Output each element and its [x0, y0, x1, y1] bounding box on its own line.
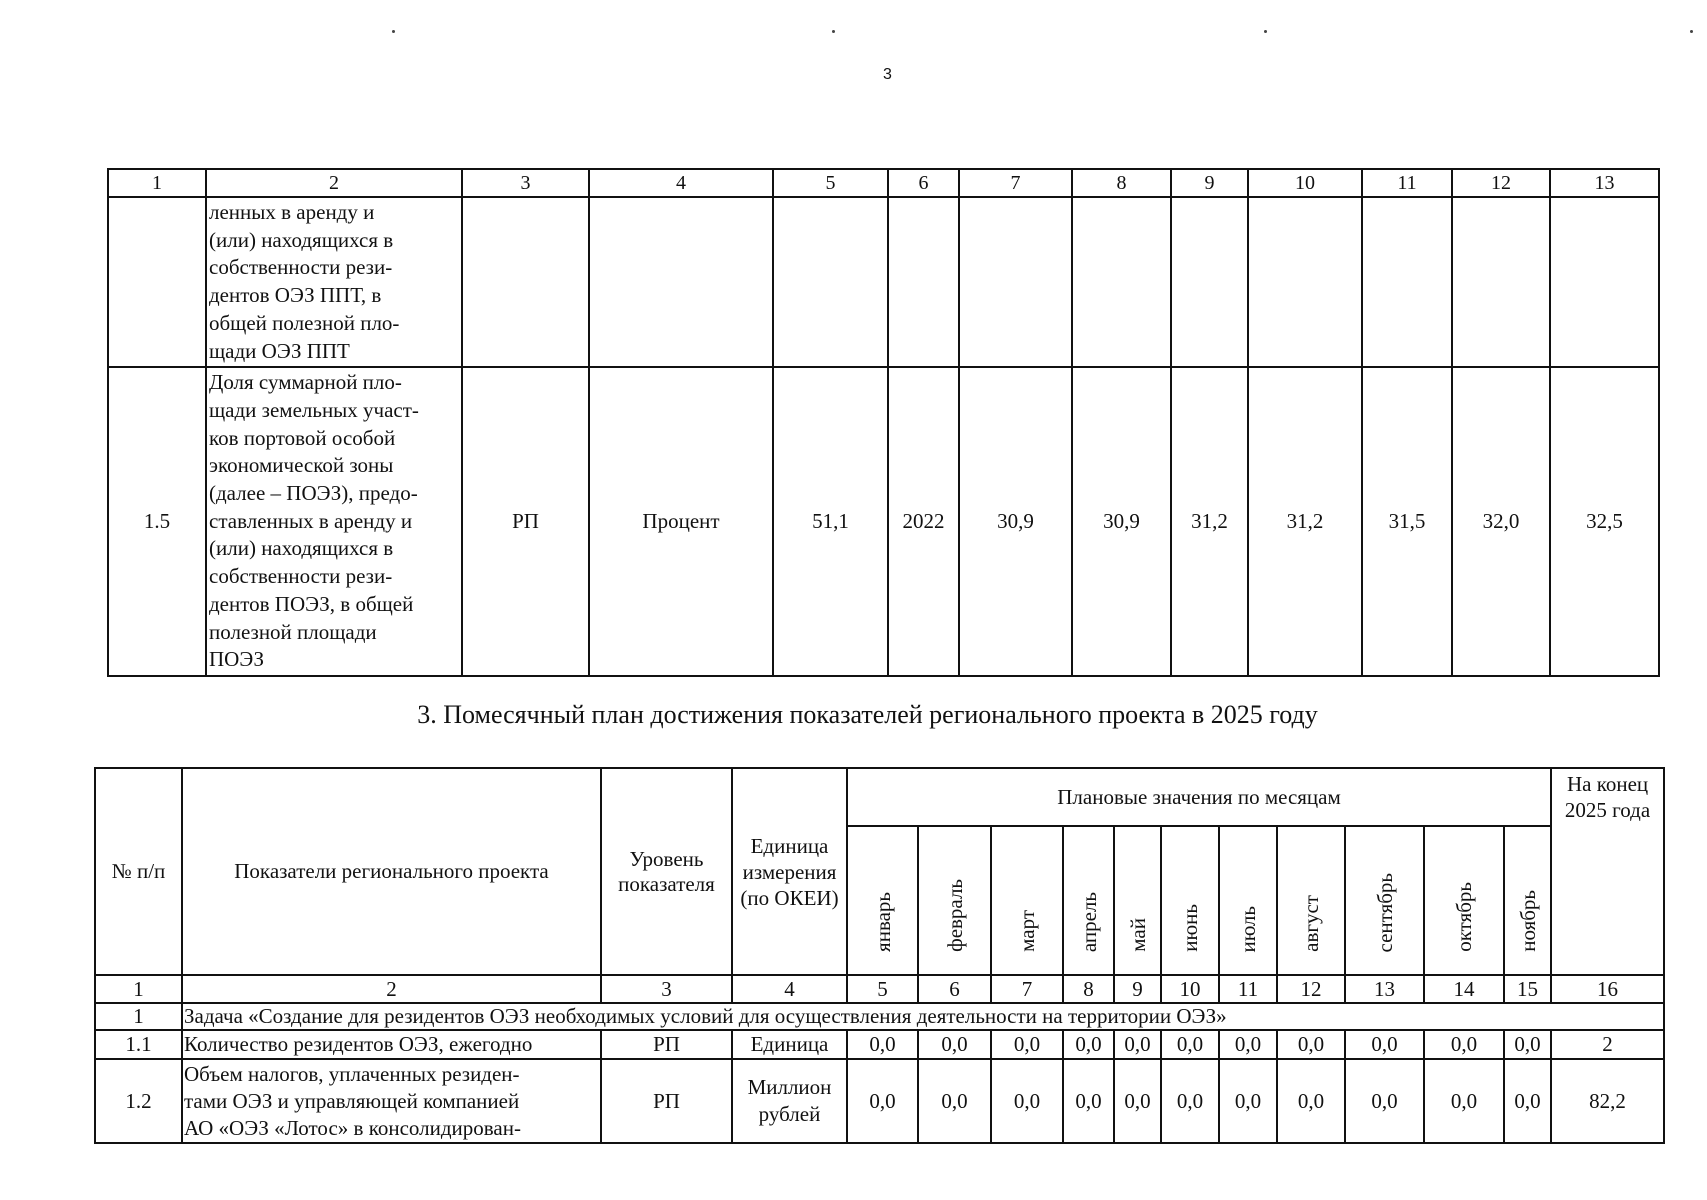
text-line: щади ОЭЗ ППТ [209, 338, 350, 363]
task-text: Задача «Создание для резидентов ОЭЗ необходимых условий для осуществления деятельности на территории ОЭЗ» [182, 1003, 1664, 1030]
indicator-name [182, 1030, 601, 1059]
month-header-may [1114, 826, 1161, 975]
column-number: 10 [1161, 975, 1219, 1003]
text-line: (далее – ПОЭЗ), предо- [209, 481, 418, 506]
column-number: 1 [108, 169, 206, 197]
month-label: апрель [1076, 891, 1101, 952]
table-row [108, 197, 1659, 367]
text-line: Единица [750, 1032, 829, 1056]
column-number: 13 [1550, 169, 1659, 197]
text-line: собственности рези- [209, 255, 393, 280]
section-title: 3. Помесячный план достижения показателей регионального проекта в 2025 году [417, 700, 1318, 729]
header-unit [732, 768, 847, 975]
base-year: 2022 [888, 367, 959, 676]
text-line: Объем налогов, уплаченных резиден- [184, 1061, 520, 1086]
text-line: (или) находящихся в [209, 536, 394, 561]
row-number [108, 197, 206, 367]
month-label: сентябрь [1372, 872, 1397, 952]
table-row [95, 1059, 1664, 1143]
monthly-plan-table [94, 767, 1665, 1144]
month-header-august [1277, 826, 1345, 975]
text-line: ленных в аренду и [209, 200, 375, 224]
table-cell [1550, 197, 1659, 367]
table-cell [773, 197, 888, 367]
column-number: 6 [918, 975, 991, 1003]
month-value: 0,0 [1219, 1059, 1277, 1143]
page-number: 3 [883, 66, 892, 83]
text-line: ставленных в аренду и [209, 508, 413, 533]
text-line: собственности рези- [209, 564, 393, 589]
table-cell [888, 197, 959, 367]
month-value: 0,0 [1504, 1030, 1551, 1059]
month-header-february [918, 826, 991, 975]
table-cell [1072, 197, 1171, 367]
column-number: 6 [888, 169, 959, 197]
month-header-september [1345, 826, 1424, 975]
column-number: 5 [847, 975, 918, 1003]
month-value: 0,0 [1504, 1059, 1551, 1143]
year-value: 30,9 [1072, 367, 1171, 676]
column-number: 16 [1551, 975, 1664, 1003]
table-row [95, 1030, 1664, 1059]
month-value: 0,0 [1219, 1030, 1277, 1059]
row-number: 1.2 [95, 1059, 182, 1143]
column-number-row [108, 169, 1659, 197]
column-number: 9 [1171, 169, 1248, 197]
text-line: ков портовой особой [209, 425, 396, 450]
month-value: 0,0 [1424, 1059, 1504, 1143]
month-value: 0,0 [1424, 1030, 1504, 1059]
column-number: 8 [1063, 975, 1114, 1003]
scan-dot [832, 30, 835, 33]
month-header-july [1219, 826, 1277, 975]
text-line: экономической зоны [209, 453, 394, 478]
base-value: 51,1 [773, 367, 888, 676]
column-number: 9 [1114, 975, 1161, 1003]
text-line: Миллион [747, 1075, 832, 1099]
column-number: 10 [1248, 169, 1362, 197]
month-label: июль [1236, 905, 1260, 952]
column-number: 2 [206, 169, 462, 197]
column-number: 14 [1424, 975, 1504, 1003]
column-number: 2 [182, 975, 601, 1003]
column-number: 5 [773, 169, 888, 197]
indicator-name [206, 367, 462, 676]
header-line: (по ОКЕИ) [740, 885, 839, 910]
column-number: 15 [1504, 975, 1551, 1003]
indicator-level: РП [462, 367, 589, 676]
month-value: 0,0 [1161, 1059, 1219, 1143]
month-value: 0,0 [847, 1030, 918, 1059]
month-header-november [1504, 826, 1551, 975]
header-line: 2025 года [1564, 798, 1651, 822]
column-number: 3 [601, 975, 732, 1003]
column-number: 13 [1345, 975, 1424, 1003]
month-value: 0,0 [1063, 1059, 1114, 1143]
header-line: Единица [750, 833, 829, 858]
month-header-june [1161, 826, 1219, 975]
table-cell [1171, 197, 1248, 367]
table-cell [1362, 197, 1452, 367]
month-header-march [991, 826, 1063, 975]
indicator-level: РП [601, 1059, 732, 1143]
indicators-continuation-table [107, 168, 1660, 677]
table-cell [959, 197, 1072, 367]
column-number: 12 [1452, 169, 1550, 197]
header-end [1551, 768, 1664, 975]
month-header-january [847, 826, 918, 975]
header-num: № п/п [95, 768, 182, 975]
column-number: 12 [1277, 975, 1345, 1003]
month-label: август [1299, 895, 1323, 952]
indicator-name [182, 1059, 601, 1143]
header-level [601, 768, 732, 975]
header-row [95, 768, 1664, 826]
month-value: 0,0 [991, 1059, 1063, 1143]
unit [732, 1059, 847, 1143]
month-label: январь [870, 892, 895, 952]
header-line: показателя [618, 871, 715, 896]
scan-dot [1690, 30, 1693, 33]
indicator-level: РП [601, 1030, 732, 1059]
column-number: 11 [1362, 169, 1452, 197]
month-header-october [1424, 826, 1504, 975]
month-value: 0,0 [1277, 1030, 1345, 1059]
header-line: Уровень [629, 846, 704, 871]
text-line: ПОЭЗ [209, 647, 264, 672]
header-planned: Плановые значения по месяцам [847, 768, 1551, 826]
row-number: 1.5 [108, 367, 206, 676]
month-label: февраль [942, 879, 967, 952]
column-number: 7 [959, 169, 1072, 197]
month-value: 0,0 [1063, 1030, 1114, 1059]
text-line: щади земельных участ- [209, 397, 419, 422]
month-header-april [1063, 826, 1114, 975]
month-value: 0,0 [1345, 1059, 1424, 1143]
month-value: 0,0 [918, 1030, 991, 1059]
month-value: 0,0 [1114, 1059, 1161, 1143]
year-value: 30,9 [959, 367, 1072, 676]
text-line: рублей [758, 1102, 821, 1126]
end-year-value: 82,2 [1551, 1059, 1664, 1143]
text-line: Доля суммарной пло- [209, 370, 402, 395]
month-value: 0,0 [1345, 1030, 1424, 1059]
year-value: 32,5 [1550, 367, 1659, 676]
table-cell [1452, 197, 1550, 367]
task-number: 1 [95, 1003, 182, 1030]
text-line: общей полезной пло- [209, 310, 400, 335]
table-cell [1248, 197, 1362, 367]
unit: Процент [589, 367, 773, 676]
column-number: 3 [462, 169, 589, 197]
column-number: 7 [991, 975, 1063, 1003]
column-number: 4 [732, 975, 847, 1003]
text-line: полезной площади [209, 619, 377, 644]
table-cell [589, 197, 773, 367]
scan-dot [392, 30, 395, 33]
row-number: 1.1 [95, 1030, 182, 1059]
month-value: 0,0 [847, 1059, 918, 1143]
indicator-name [206, 197, 462, 367]
task-row [95, 1003, 1664, 1030]
unit [732, 1030, 847, 1059]
month-label: октябрь [1452, 882, 1476, 952]
scan-dot [1264, 30, 1267, 33]
table-cell [462, 197, 589, 367]
header-line: На конец [1566, 772, 1649, 796]
end-year-value: 2 [1551, 1030, 1664, 1059]
month-label: июнь [1178, 904, 1202, 952]
month-value: 0,0 [1114, 1030, 1161, 1059]
month-value: 0,0 [991, 1030, 1063, 1059]
month-value: 0,0 [1277, 1059, 1345, 1143]
text-line: АО «ОЭЗ «Лотос» в консолидирован- [184, 1115, 521, 1140]
column-number-row [95, 975, 1664, 1003]
month-value: 0,0 [918, 1059, 991, 1143]
year-value: 32,0 [1452, 367, 1550, 676]
year-value: 31,5 [1362, 367, 1452, 676]
column-number: 11 [1219, 975, 1277, 1003]
text-line: дентов ОЭЗ ППТ, в [209, 283, 382, 308]
month-label: май [1125, 918, 1150, 952]
text-line: тами ОЭЗ и управляющей компанией [184, 1088, 520, 1113]
year-value: 31,2 [1248, 367, 1362, 676]
column-number: 8 [1072, 169, 1171, 197]
header-indicators: Показатели регионального проекта [182, 768, 601, 975]
text-line: дентов ПОЭЗ, в общей [209, 591, 414, 616]
column-number: 4 [589, 169, 773, 197]
text-line: (или) находящихся в [209, 227, 394, 252]
year-value: 31,2 [1171, 367, 1248, 676]
text-line: Количество резидентов ОЭЗ, ежегодно [184, 1032, 533, 1056]
header-line: измерения [742, 859, 837, 884]
table-row [108, 367, 1659, 676]
month-value: 0,0 [1161, 1030, 1219, 1059]
month-label: март [1015, 910, 1039, 952]
month-label: ноябрь [1515, 890, 1540, 952]
column-number: 1 [95, 975, 182, 1003]
